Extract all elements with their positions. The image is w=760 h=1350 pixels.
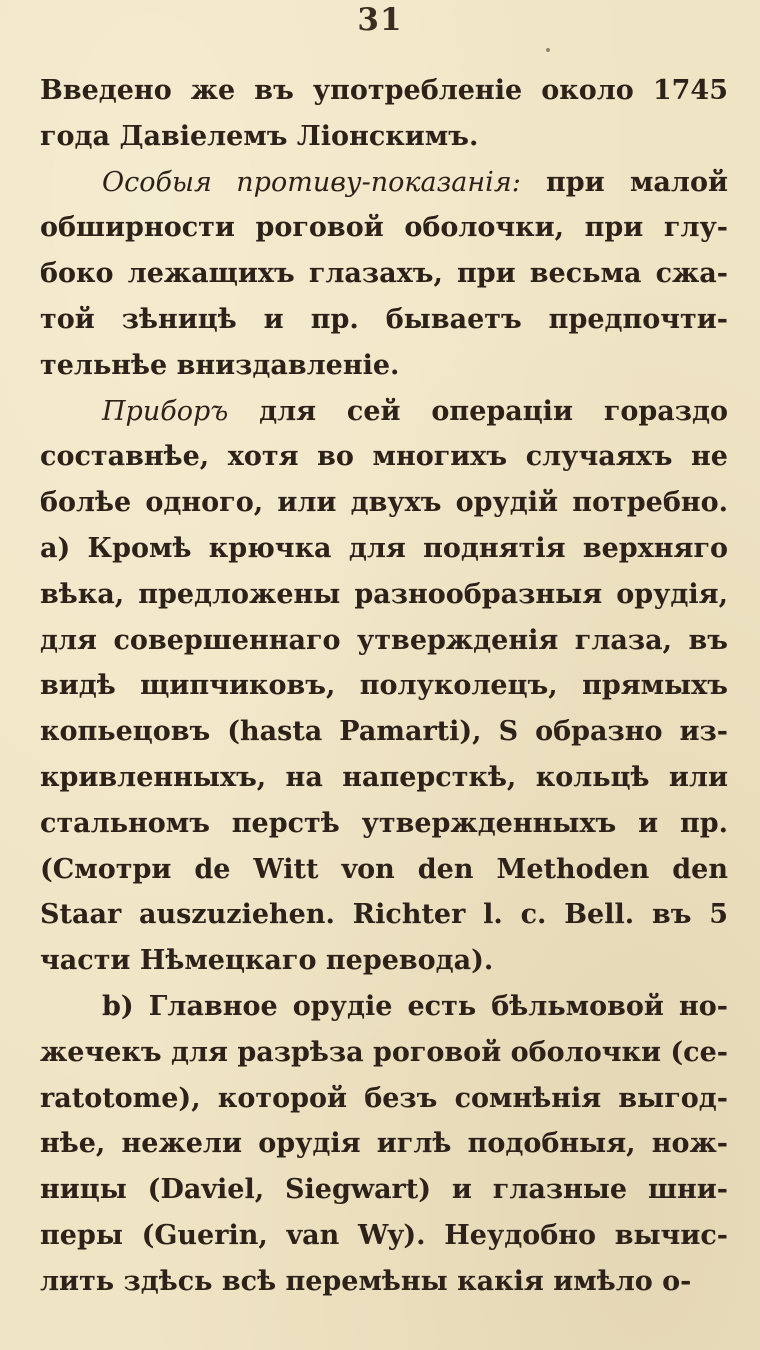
text-line <box>40 114 728 160</box>
text-segment: кривленныхъ, на наперсткѣ, кольцѣ или <box>40 761 728 793</box>
text-segment: копьецовъ (hasta Pamarti), S образно из- <box>40 716 728 748</box>
text-segment: нѣе, нежели орудія иглѣ подобныя, нож- <box>40 1128 728 1160</box>
text-line <box>40 1030 728 1076</box>
text-line <box>40 801 728 847</box>
text-segment: болѣе одного, или двухъ орудій потребно. <box>40 487 728 519</box>
text-line <box>40 847 728 893</box>
text-line <box>40 755 728 801</box>
text-line <box>40 572 728 618</box>
text-segment: стальномъ перстѣ утвержденныхъ и пр. <box>40 807 728 839</box>
text-line <box>40 160 728 206</box>
text-line <box>40 1213 728 1259</box>
text-segment: Staar auszuziehen. Richter l. c. Bell. въ 5 <box>40 899 728 931</box>
text-segment: жечекъ для разрѣза роговой оболочки (ce- <box>40 1036 728 1068</box>
text-segment: видѣ щипчиковъ, полуколецъ, прямыхъ <box>40 670 728 702</box>
text-segment: боко лежащихъ глазахъ, при весьма сжа- <box>40 258 728 290</box>
text-segment: года Давіелемъ Ліонскимъ. <box>40 120 479 152</box>
text-line <box>40 205 728 251</box>
ink-speck <box>546 48 550 52</box>
text-segment: перы (Guerin, van Wy). Неудобно вычис- <box>40 1219 728 1251</box>
page-number: 31 <box>357 2 403 38</box>
text-segment: части Нѣмецкаго перевода). <box>40 945 494 977</box>
text-line <box>40 1076 728 1122</box>
text-line <box>40 892 728 938</box>
text-line <box>40 480 728 526</box>
text-line <box>40 343 728 389</box>
text-line <box>40 251 728 297</box>
text-segment: той зѣницѣ и пр. бываетъ предпочти- <box>40 303 728 335</box>
text-line <box>40 297 728 343</box>
text-line <box>40 68 728 114</box>
text-segment: ratotome), которой безъ сомнѣнія выгод- <box>40 1082 728 1114</box>
text-line <box>40 938 728 984</box>
text-segment: тельнѣе вниздавленіе. <box>40 349 400 381</box>
text-line <box>40 526 728 572</box>
text-line <box>40 618 728 664</box>
italic-text-segment: Приборъ <box>102 395 229 427</box>
text-segment: a) Кромѣ крючка для поднятія верхняго <box>40 532 728 564</box>
text-segment: при малой <box>520 166 728 198</box>
text-segment: b) Главное орудіе есть бѣльмовой но- <box>102 990 728 1022</box>
text-line <box>40 434 728 480</box>
text-line <box>40 1167 728 1213</box>
text-segment: (Смотри de Witt von den Methoden den <box>40 853 728 885</box>
text-line <box>40 984 728 1030</box>
text-line <box>40 663 728 709</box>
text-segment: ницы (Daviel, Siegwart) и глазные шни- <box>40 1174 728 1206</box>
text-line <box>40 1259 728 1305</box>
text-segment: лить здѣсь всѣ перемѣны какія имѣло о- <box>40 1265 692 1297</box>
text-segment: составнѣе, хотя во многихъ случаяхъ не <box>40 441 728 473</box>
text-line <box>40 1121 728 1167</box>
text-segment: для совершеннаго утвержденія глаза, въ <box>40 624 728 656</box>
body-text <box>40 68 728 1305</box>
text-line <box>40 709 728 755</box>
italic-text-segment: Особыя противу-показанія: <box>102 166 521 198</box>
text-segment: обширности роговой оболочки, при глу- <box>40 212 728 244</box>
text-line <box>40 389 728 435</box>
text-segment: Введено же въ употребленіе около 1745 <box>40 75 728 106</box>
text-segment: вѣка, предложены разнообразныя орудія, <box>40 578 728 610</box>
text-segment: для сей операціи гораздо <box>228 395 728 427</box>
